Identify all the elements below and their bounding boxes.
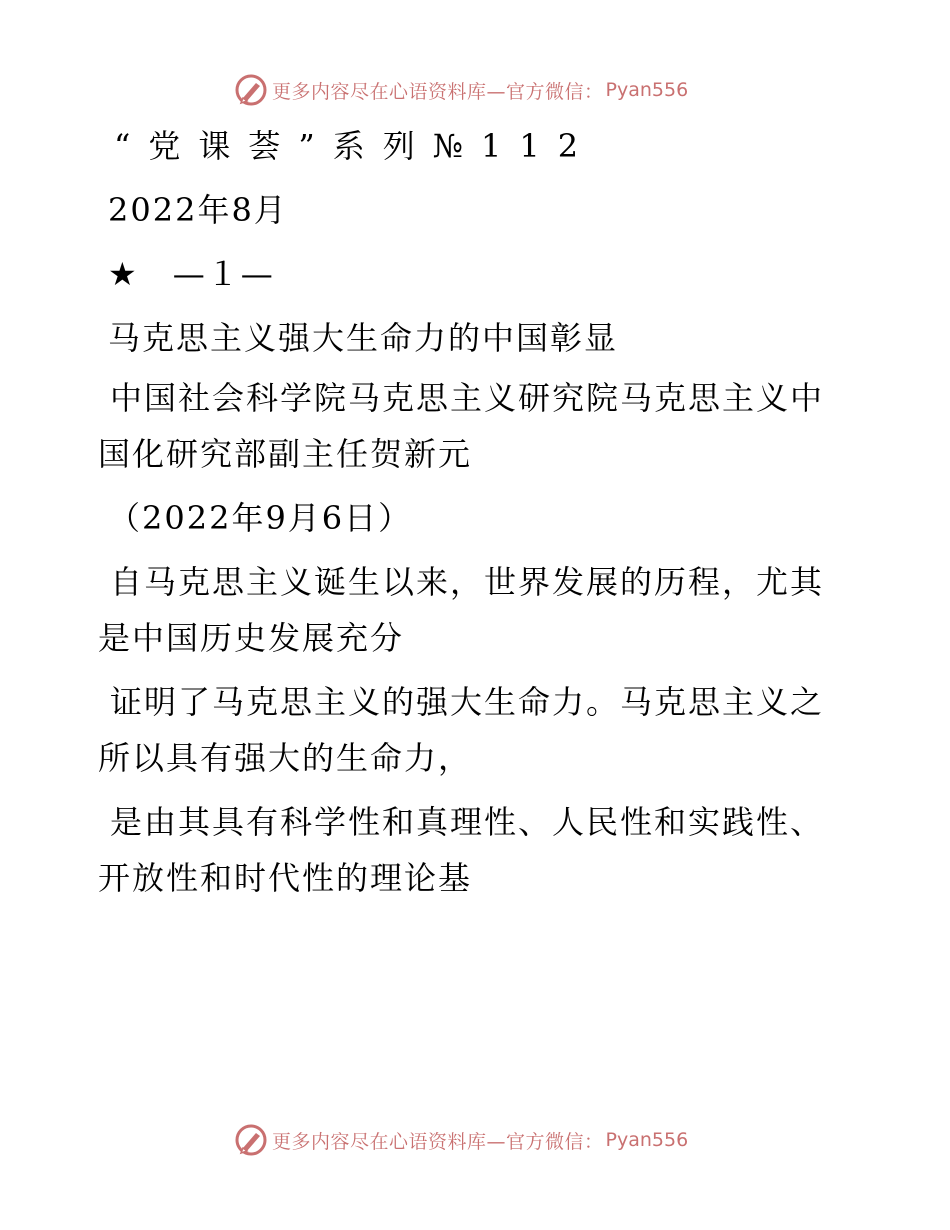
issue-date: 2022年8月 [108,191,288,229]
document-body [98,118,838,914]
publish-date: （2022年9月6日） [108,499,413,537]
watermark-text: 更多内容尽在心语资料库—官方微信： [272,80,604,103]
paragraph: 是由其具有科学性和真理性、人民性和实践性、开放性和时代性的理论基 [98,803,825,897]
author-line: 中国社会科学院马克思主义研究院马克思主义中国化研究部副主任贺新元 [98,379,825,473]
pen-logo-icon [234,1123,268,1157]
article-title: 马克思主义强大生命力的中国彰显 [108,319,619,357]
watermark-wechat-id: Pyan556 [605,1129,689,1151]
pen-logo-icon [234,73,268,107]
series-heading: “党课荟”系列№112 [114,127,597,165]
watermark-header [234,70,688,110]
watermark-footer [234,1120,688,1160]
watermark-text: 更多内容尽在心语资料库—官方微信： [272,1130,604,1153]
paragraph: 自马克思主义诞生以来，世界发展的历程，尤其是中国历史发展充分 [98,563,825,657]
watermark-wechat-id: Pyan556 [605,79,689,101]
paragraph: 证明了马克思主义的强大生命力。马克思主义之所以具有强大的生命力， [98,683,825,777]
page-marker: ★ —１— [108,255,275,293]
